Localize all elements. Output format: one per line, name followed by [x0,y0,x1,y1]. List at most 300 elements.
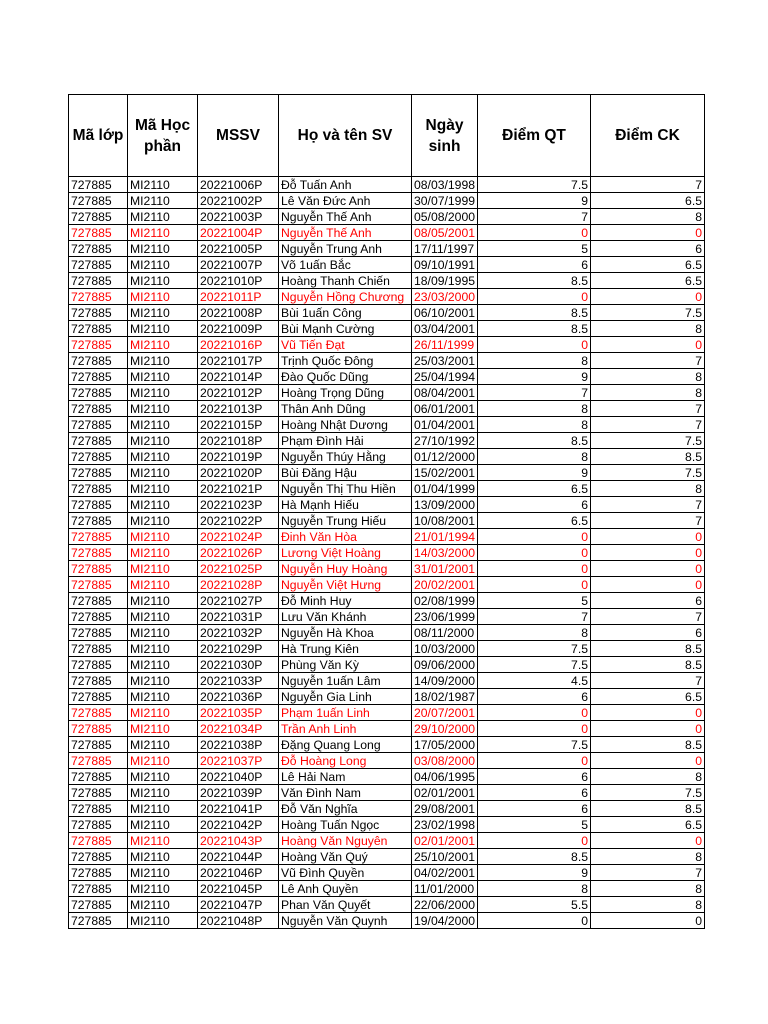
table-row [69,529,705,545]
cell-diem-qt: 6.5 [478,513,591,529]
cell-mssv: 20221036P [198,689,279,705]
cell-diem-qt: 6.5 [478,481,591,497]
cell-ma-hoc-phan: MI2110 [128,385,198,401]
cell-ma-lop: 727885 [69,481,128,497]
cell-ma-lop: 727885 [69,657,128,673]
table-row [69,337,705,353]
cell-ho-ten: Văn Đình Nam [279,785,412,801]
cell-ho-ten: Hà Mạnh Hiếu [279,497,412,513]
cell-ma-hoc-phan: MI2110 [128,865,198,881]
table-row [69,849,705,865]
cell-ma-hoc-phan: MI2110 [128,897,198,913]
cell-ma-hoc-phan: MI2110 [128,257,198,273]
table-row [69,721,705,737]
table-row [69,257,705,273]
table-row [69,433,705,449]
cell-mssv: 20221035P [198,705,279,721]
cell-mssv: 20221012P [198,385,279,401]
cell-diem-qt: 0 [478,561,591,577]
cell-diem-qt: 8 [478,449,591,465]
table-row [69,449,705,465]
cell-mssv: 20221017P [198,353,279,369]
cell-ma-lop: 727885 [69,193,128,209]
cell-diem-qt: 7.5 [478,657,591,673]
cell-ma-lop: 727885 [69,305,128,321]
cell-diem-qt: 9 [478,193,591,209]
table-row [69,305,705,321]
cell-diem-qt: 6 [478,689,591,705]
table-row [69,753,705,769]
cell-mssv: 20221011P [198,289,279,305]
cell-ma-lop: 727885 [69,225,128,241]
cell-ho-ten: Lê Anh Quyền [279,881,412,897]
table-row [69,705,705,721]
cell-diem-qt: 8.5 [478,433,591,449]
cell-ngay-sinh: 02/01/2001 [412,833,478,849]
cell-diem-qt: 4.5 [478,673,591,689]
cell-ngay-sinh: 09/10/1991 [412,257,478,273]
cell-mssv: 20221015P [198,417,279,433]
cell-ngay-sinh: 27/10/1992 [412,433,478,449]
cell-ma-hoc-phan: MI2110 [128,337,198,353]
cell-ho-ten: Thân Anh Dũng [279,401,412,417]
table-row [69,385,705,401]
cell-ma-lop: 727885 [69,769,128,785]
cell-ma-hoc-phan: MI2110 [128,497,198,513]
cell-mssv: 20221019P [198,449,279,465]
cell-ho-ten: Đỗ Văn Nghĩa [279,801,412,817]
cell-mssv: 20221022P [198,513,279,529]
cell-diem-qt: 7.5 [478,737,591,753]
cell-ma-lop: 727885 [69,737,128,753]
cell-ma-lop: 727885 [69,577,128,593]
header-row [69,95,705,177]
cell-ma-lop: 727885 [69,177,128,193]
table-row [69,289,705,305]
cell-ho-ten: Nguyễn Thúy Hằng [279,449,412,465]
cell-ma-hoc-phan: MI2110 [128,417,198,433]
cell-diem-qt: 5 [478,593,591,609]
cell-ho-ten: Trần Anh Linh [279,721,412,737]
cell-ma-hoc-phan: MI2110 [128,225,198,241]
cell-mssv: 20221026P [198,545,279,561]
cell-diem-ck: 7 [591,609,705,625]
cell-diem-ck: 7 [591,865,705,881]
cell-ma-hoc-phan: MI2110 [128,353,198,369]
cell-ngay-sinh: 09/06/2000 [412,657,478,673]
cell-mssv: 20221007P [198,257,279,273]
cell-diem-ck: 7 [591,177,705,193]
cell-diem-qt: 8 [478,625,591,641]
cell-diem-qt: 7 [478,209,591,225]
cell-diem-qt: 8 [478,881,591,897]
cell-ma-lop: 727885 [69,545,128,561]
cell-ho-ten: Nguyễn Trung Hiếu [279,513,412,529]
cell-ma-hoc-phan: MI2110 [128,849,198,865]
cell-mssv: 20221020P [198,465,279,481]
cell-ngay-sinh: 01/12/2000 [412,449,478,465]
cell-ngay-sinh: 04/06/1995 [412,769,478,785]
cell-ngay-sinh: 10/03/2000 [412,641,478,657]
cell-ma-hoc-phan: MI2110 [128,289,198,305]
cell-ma-hoc-phan: MI2110 [128,913,198,929]
cell-diem-ck: 7.5 [591,305,705,321]
cell-ngay-sinh: 20/02/2001 [412,577,478,593]
cell-ma-lop: 727885 [69,289,128,305]
cell-diem-qt: 0 [478,753,591,769]
cell-diem-ck: 7 [591,497,705,513]
cell-mssv: 20221030P [198,657,279,673]
cell-diem-qt: 0 [478,833,591,849]
cell-ma-lop: 727885 [69,433,128,449]
cell-diem-ck: 7.5 [591,433,705,449]
cell-diem-qt: 8.5 [478,849,591,865]
table-row [69,769,705,785]
cell-mssv: 20221040P [198,769,279,785]
cell-ngay-sinh: 22/06/2000 [412,897,478,913]
table-row [69,881,705,897]
cell-mssv: 20221021P [198,481,279,497]
header-ma-hoc-phan: Mã Học phần [128,95,198,177]
header-ngay-sinh: Ngày sinh [412,95,478,177]
cell-ngay-sinh: 02/08/1999 [412,593,478,609]
cell-ngay-sinh: 03/04/2001 [412,321,478,337]
cell-ma-lop: 727885 [69,753,128,769]
cell-ngay-sinh: 13/09/2000 [412,497,478,513]
cell-ho-ten: Lưu Văn Khánh [279,609,412,625]
cell-ma-hoc-phan: MI2110 [128,545,198,561]
header-ma-lop: Mã lớp [69,95,128,177]
cell-ma-lop: 727885 [69,721,128,737]
cell-diem-qt: 8.5 [478,305,591,321]
cell-ho-ten: Phùng Văn Kỳ [279,657,412,673]
cell-mssv: 20221037P [198,753,279,769]
cell-ma-lop: 727885 [69,705,128,721]
cell-mssv: 20221043P [198,833,279,849]
cell-diem-qt: 0 [478,225,591,241]
cell-ngay-sinh: 30/07/1999 [412,193,478,209]
cell-ma-hoc-phan: MI2110 [128,673,198,689]
cell-ho-ten: Đào Quốc Dũng [279,369,412,385]
cell-ma-lop: 727885 [69,353,128,369]
cell-diem-qt: 0 [478,705,591,721]
cell-mssv: 20221004P [198,225,279,241]
cell-mssv: 20221025P [198,561,279,577]
cell-mssv: 20221048P [198,913,279,929]
cell-diem-ck: 0 [591,289,705,305]
cell-diem-ck: 0 [591,705,705,721]
cell-ho-ten: Hà Trung Kiên [279,641,412,657]
cell-ho-ten: Trịnh Quốc Đông [279,353,412,369]
cell-ma-hoc-phan: MI2110 [128,209,198,225]
cell-ma-lop: 727885 [69,785,128,801]
cell-ma-lop: 727885 [69,897,128,913]
table-row [69,401,705,417]
cell-ho-ten: Võ 1uấn Bắc [279,257,412,273]
cell-diem-ck: 6.5 [591,193,705,209]
cell-diem-qt: 8.5 [478,321,591,337]
cell-diem-qt: 9 [478,865,591,881]
cell-diem-ck: 6 [591,241,705,257]
table-row [69,897,705,913]
cell-diem-qt: 5.5 [478,897,591,913]
cell-ma-hoc-phan: MI2110 [128,273,198,289]
cell-diem-ck: 0 [591,753,705,769]
cell-ma-lop: 727885 [69,449,128,465]
cell-diem-qt: 6 [478,769,591,785]
cell-ngay-sinh: 14/09/2000 [412,673,478,689]
cell-ho-ten: Lương Việt Hoàng [279,545,412,561]
cell-ma-lop: 727885 [69,865,128,881]
cell-ma-hoc-phan: MI2110 [128,321,198,337]
cell-diem-ck: 8 [591,369,705,385]
cell-ma-hoc-phan: MI2110 [128,241,198,257]
header-diem-ck: Điểm CK [591,95,705,177]
table-row [69,481,705,497]
cell-diem-ck: 0 [591,577,705,593]
cell-ngay-sinh: 25/10/2001 [412,849,478,865]
cell-diem-qt: 0 [478,289,591,305]
cell-mssv: 20221016P [198,337,279,353]
cell-diem-ck: 7 [591,417,705,433]
cell-diem-qt: 8 [478,401,591,417]
cell-mssv: 20221034P [198,721,279,737]
cell-diem-ck: 0 [591,561,705,577]
cell-ma-hoc-phan: MI2110 [128,177,198,193]
cell-ho-ten: Hoàng Trọng Dũng [279,385,412,401]
cell-ma-hoc-phan: MI2110 [128,577,198,593]
cell-ma-hoc-phan: MI2110 [128,721,198,737]
table-row [69,225,705,241]
cell-ho-ten: Đỗ Hoàng Long [279,753,412,769]
table-row [69,369,705,385]
cell-ngay-sinh: 04/02/2001 [412,865,478,881]
cell-ma-lop: 727885 [69,689,128,705]
cell-ma-lop: 727885 [69,337,128,353]
cell-ma-hoc-phan: MI2110 [128,609,198,625]
table-row [69,609,705,625]
cell-diem-qt: 9 [478,369,591,385]
cell-ngay-sinh: 01/04/1999 [412,481,478,497]
cell-ngay-sinh: 10/08/2001 [412,513,478,529]
cell-ma-hoc-phan: MI2110 [128,881,198,897]
table-row [69,577,705,593]
cell-ho-ten: Bùi Mạnh Cường [279,321,412,337]
cell-ho-ten: Nguyễn Hồng Chương [279,289,412,305]
cell-diem-ck: 8 [591,321,705,337]
cell-ngay-sinh: 05/08/2000 [412,209,478,225]
cell-ho-ten: Phạm Đình Hải [279,433,412,449]
cell-mssv: 20221009P [198,321,279,337]
cell-ma-hoc-phan: MI2110 [128,737,198,753]
cell-ngay-sinh: 20/07/2001 [412,705,478,721]
cell-ma-hoc-phan: MI2110 [128,833,198,849]
table-body [69,177,705,929]
cell-mssv: 20221039P [198,785,279,801]
cell-diem-ck: 6.5 [591,257,705,273]
cell-mssv: 20221029P [198,641,279,657]
cell-ho-ten: Bùi 1uấn Công [279,305,412,321]
cell-ma-lop: 727885 [69,385,128,401]
cell-ngay-sinh: 15/02/2001 [412,465,478,481]
cell-ma-lop: 727885 [69,913,128,929]
cell-ho-ten: Đỗ Minh Huy [279,593,412,609]
cell-ho-ten: Đỗ Tuấn Anh [279,177,412,193]
cell-ho-ten: Hoàng Văn Quý [279,849,412,865]
cell-mssv: 20221032P [198,625,279,641]
cell-ho-ten: Phan Văn Quyết [279,897,412,913]
cell-ma-lop: 727885 [69,529,128,545]
cell-mssv: 20221047P [198,897,279,913]
cell-ngay-sinh: 31/01/2001 [412,561,478,577]
cell-mssv: 20221010P [198,273,279,289]
cell-diem-ck: 6.5 [591,817,705,833]
cell-diem-qt: 0 [478,337,591,353]
cell-mssv: 20221006P [198,177,279,193]
cell-diem-ck: 8 [591,481,705,497]
cell-ngay-sinh: 08/05/2001 [412,225,478,241]
cell-diem-qt: 0 [478,721,591,737]
cell-ngay-sinh: 17/05/2000 [412,737,478,753]
cell-ngay-sinh: 03/08/2000 [412,753,478,769]
cell-diem-qt: 0 [478,913,591,929]
cell-ma-hoc-phan: MI2110 [128,785,198,801]
cell-mssv: 20221014P [198,369,279,385]
cell-ngay-sinh: 19/04/2000 [412,913,478,929]
cell-diem-qt: 6 [478,497,591,513]
cell-ngay-sinh: 17/11/1997 [412,241,478,257]
cell-ma-hoc-phan: MI2110 [128,625,198,641]
cell-mssv: 20221008P [198,305,279,321]
cell-ho-ten: Đặng Quang Long [279,737,412,753]
table-row [69,785,705,801]
cell-diem-qt: 7 [478,385,591,401]
cell-ma-lop: 727885 [69,209,128,225]
cell-diem-ck: 8.5 [591,737,705,753]
cell-diem-qt: 0 [478,577,591,593]
cell-ngay-sinh: 18/02/1987 [412,689,478,705]
cell-diem-ck: 0 [591,545,705,561]
cell-ma-lop: 727885 [69,561,128,577]
cell-diem-qt: 5 [478,241,591,257]
cell-ho-ten: Nguyễn Văn Quynh [279,913,412,929]
cell-diem-qt: 0 [478,545,591,561]
cell-diem-qt: 8.5 [478,273,591,289]
header-ho-ten: Họ và tên SV [279,95,412,177]
cell-diem-ck: 7 [591,673,705,689]
cell-diem-ck: 6.5 [591,689,705,705]
table-row [69,593,705,609]
cell-ngay-sinh: 23/02/1998 [412,817,478,833]
cell-ma-hoc-phan: MI2110 [128,769,198,785]
cell-mssv: 20221031P [198,609,279,625]
cell-ma-lop: 727885 [69,369,128,385]
cell-ma-hoc-phan: MI2110 [128,449,198,465]
cell-diem-ck: 8 [591,897,705,913]
cell-mssv: 20221046P [198,865,279,881]
cell-ho-ten: Nguyễn Hà Khoa [279,625,412,641]
cell-mssv: 20221023P [198,497,279,513]
cell-ma-hoc-phan: MI2110 [128,705,198,721]
cell-ma-hoc-phan: MI2110 [128,401,198,417]
table-row [69,913,705,929]
cell-mssv: 20221033P [198,673,279,689]
cell-ngay-sinh: 01/04/2001 [412,417,478,433]
cell-ma-lop: 727885 [69,801,128,817]
cell-diem-qt: 7.5 [478,641,591,657]
cell-ma-hoc-phan: MI2110 [128,593,198,609]
cell-ho-ten: Nguyễn Gia Linh [279,689,412,705]
cell-ngay-sinh: 26/11/1999 [412,337,478,353]
cell-diem-qt: 8 [478,417,591,433]
cell-diem-ck: 0 [591,337,705,353]
table-row [69,513,705,529]
cell-ngay-sinh: 08/11/2000 [412,625,478,641]
cell-ho-ten: Hoàng Nhật Dương [279,417,412,433]
cell-ho-ten: Bùi Đăng Hậu [279,465,412,481]
table-row [69,273,705,289]
table-row [69,561,705,577]
cell-diem-qt: 9 [478,465,591,481]
cell-diem-qt: 6 [478,801,591,817]
cell-ma-lop: 727885 [69,881,128,897]
cell-ma-lop: 727885 [69,817,128,833]
cell-ma-lop: 727885 [69,833,128,849]
cell-ma-lop: 727885 [69,497,128,513]
cell-diem-ck: 0 [591,529,705,545]
cell-ma-lop: 727885 [69,849,128,865]
cell-diem-ck: 8 [591,385,705,401]
cell-mssv: 20221038P [198,737,279,753]
cell-diem-ck: 7.5 [591,465,705,481]
cell-diem-qt: 7 [478,609,591,625]
cell-mssv: 20221027P [198,593,279,609]
table-row [69,417,705,433]
header-diem-qt: Điểm QT [478,95,591,177]
cell-diem-qt: 5 [478,817,591,833]
cell-diem-qt: 7.5 [478,177,591,193]
cell-mssv: 20221013P [198,401,279,417]
cell-ngay-sinh: 29/08/2001 [412,801,478,817]
cell-ma-lop: 727885 [69,465,128,481]
table-row [69,465,705,481]
cell-ma-lop: 727885 [69,273,128,289]
cell-ho-ten: Vũ Đình Quyền [279,865,412,881]
cell-ma-hoc-phan: MI2110 [128,305,198,321]
cell-mssv: 20221028P [198,577,279,593]
cell-diem-qt: 8 [478,353,591,369]
cell-diem-ck: 8 [591,209,705,225]
cell-ma-lop: 727885 [69,593,128,609]
cell-ma-lop: 727885 [69,513,128,529]
header-mssv: MSSV [198,95,279,177]
cell-mssv: 20221003P [198,209,279,225]
cell-ngay-sinh: 02/01/2001 [412,785,478,801]
table-row [69,657,705,673]
table-row [69,689,705,705]
cell-ma-lop: 727885 [69,609,128,625]
cell-ho-ten: Vũ Tiến Đạt [279,337,412,353]
cell-ma-lop: 727885 [69,257,128,273]
table-row [69,321,705,337]
cell-ngay-sinh: 14/03/2000 [412,545,478,561]
cell-mssv: 20221018P [198,433,279,449]
cell-ma-lop: 727885 [69,641,128,657]
cell-ma-lop: 727885 [69,417,128,433]
cell-diem-ck: 8.5 [591,641,705,657]
table-row [69,241,705,257]
cell-diem-ck: 8 [591,849,705,865]
